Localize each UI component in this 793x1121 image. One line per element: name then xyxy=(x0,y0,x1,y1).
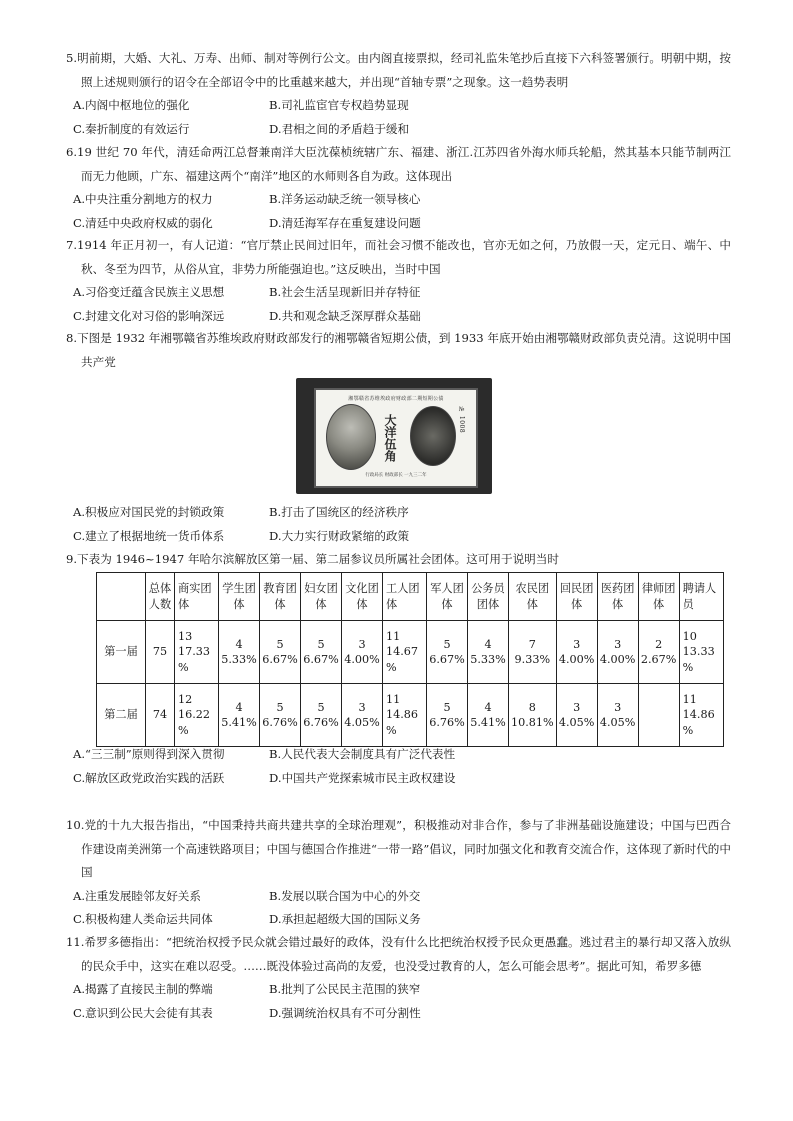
question-8-option-d[interactable]: D.大力实行财政紧缩的政策 xyxy=(269,528,410,543)
question-10-option-b[interactable]: B.发展以联合国为中心的外交 xyxy=(269,888,421,903)
bond-bottom-text: 行政局长 财政部长 一九三二年 xyxy=(365,473,427,478)
question-5-options-row-1 xyxy=(73,94,731,118)
question-8-options-row-2 xyxy=(73,525,731,549)
question-8-option-c[interactable]: C.建立了根据地统一货币体系 xyxy=(73,528,225,543)
question-8-option-a[interactable]: A.积极应对国民党的封锁政策 xyxy=(73,505,225,519)
question-8-options xyxy=(66,501,731,548)
council-members-table xyxy=(96,572,724,747)
table-cell: 5 6.67% xyxy=(301,621,342,684)
question-9-option-d[interactable]: D.中国共产党探索城市民主政权建设 xyxy=(269,770,456,785)
table-header-cell xyxy=(97,573,146,621)
table-header-cell: 律师团体 xyxy=(638,573,679,621)
table-cell: 5 6.67% xyxy=(427,621,468,684)
question-6-options-row-2 xyxy=(73,212,731,236)
table-cell: 4 5.41% xyxy=(468,684,509,747)
question-5-option-b[interactable]: B.司礼监宦官专权趋势显现 xyxy=(269,98,409,112)
table-cell: 5 6.76% xyxy=(301,684,342,747)
table-cell: 7 9.33% xyxy=(509,621,557,684)
table-header-cell: 农民团体 xyxy=(509,573,557,621)
question-7-stem: 7.1914 年正月初一，有人记道：“官厅禁止民间过旧年，而社会习惯不能改也，官亦无如之何，乃放假一天，定元日、端午、中秋、冬至为四节，从俗从宜，非势力所能强迫也。”这反映出，当时中国 xyxy=(66,238,731,276)
question-10 xyxy=(66,814,731,932)
question-7 xyxy=(66,234,731,328)
question-7-options-row-1 xyxy=(73,281,731,305)
table-header-cell: 工人团体 xyxy=(383,573,427,621)
question-10-stem: 10.党的十九大报告指出，“中国秉持共商共建共享的全球治理观”，积极推动对非合作，参与了非洲基础设施建设；中国与巴西合作建设南美洲第一个高速铁路项目；中国与德国合作推进“一带一路”倡议，同时加强文化和教育交流合作，这体现了新时代的中国 xyxy=(66,818,731,879)
emblem-icon xyxy=(410,406,456,466)
question-7-option-b[interactable]: B.社会生活呈现新旧并存特征 xyxy=(269,285,421,299)
question-8 xyxy=(66,327,731,374)
table-cell: 5 6.67% xyxy=(260,621,301,684)
table-cell: 12 16.22 % xyxy=(175,684,219,747)
question-7-option-a[interactable]: A.习俗变迁蕴含民族主义思想 xyxy=(73,285,225,299)
question-10-options-row-1 xyxy=(73,885,731,909)
question-11-option-b[interactable]: B.批判了公民民主范围的狭窄 xyxy=(269,982,421,996)
question-9-stem: 9.下表为 1946~1947 年哈尔滨解放区第一届、第二届参议员所属社会团体。这可用于说明当时 xyxy=(66,552,559,566)
table-cell: 5 6.76% xyxy=(427,684,468,747)
question-11-options-row-2 xyxy=(73,1002,731,1026)
question-8-stem: 8.下图是 1932 年湘鄂赣省苏维埃政府财政部发行的湘鄂赣省短期公债，到 1933 年底开始由湘鄂赣财政部负责兑清。这说明中国共产党 xyxy=(66,331,731,369)
table-header-cell: 总体人数 xyxy=(146,573,175,621)
table-row-label: 第一届 xyxy=(97,621,146,684)
table-header-cell: 聘请人员 xyxy=(679,573,723,621)
table-cell: 4 5.41% xyxy=(219,684,260,747)
table-cell: 3 4.05% xyxy=(556,684,597,747)
table-cell: 4 5.33% xyxy=(468,621,509,684)
table-cell: 3 4.00% xyxy=(342,621,383,684)
table-cell: 11 14.86 % xyxy=(383,684,427,747)
table-header-cell: 妇女团体 xyxy=(301,573,342,621)
question-6-options-row-1 xyxy=(73,188,731,212)
table-row xyxy=(97,621,724,684)
table-header-cell: 医药团体 xyxy=(597,573,638,621)
question-11-option-a[interactable]: A.揭露了直接民主制的弊端 xyxy=(73,982,213,996)
portrait-icon xyxy=(326,404,376,470)
question-8-options-row-1 xyxy=(73,501,731,525)
bond-certificate-image xyxy=(296,378,492,494)
question-6 xyxy=(66,141,731,235)
table-cell: 11 14.86 % xyxy=(679,684,723,747)
question-11 xyxy=(66,931,731,1025)
table-cell: 4 5.33% xyxy=(219,621,260,684)
table-header-cell: 文化团体 xyxy=(342,573,383,621)
bond-top-text: 湘鄂赣省苏维埃政府财政部二期短期公债 xyxy=(348,396,444,402)
table-cell: 2 2.67% xyxy=(638,621,679,684)
bond-note xyxy=(314,388,478,488)
table-header-row xyxy=(97,573,724,621)
table-cell: 8 10.81% xyxy=(509,684,557,747)
question-9-option-b[interactable]: B.人民代表大会制度具有广泛代表性 xyxy=(269,747,456,761)
question-7-options-row-2 xyxy=(73,305,731,329)
table-header-cell: 商实团体 xyxy=(175,573,219,621)
question-11-option-d[interactable]: D.强调统治权具有不可分割性 xyxy=(269,1005,421,1020)
question-9-options-row-2 xyxy=(73,767,731,791)
question-11-options-row-1 xyxy=(73,978,731,1002)
bond-serial: № 1008 xyxy=(458,406,465,434)
question-11-option-c[interactable]: C.意识到公民大会徒有其表 xyxy=(73,1005,213,1020)
question-5 xyxy=(66,47,731,141)
question-9-option-c[interactable]: C.解放区政党政治实践的活跃 xyxy=(73,770,225,785)
table-row-label: 第二届 xyxy=(97,684,146,747)
table-cell xyxy=(638,684,679,747)
table-header-cell: 回民团体 xyxy=(556,573,597,621)
table-header-cell: 学生团体 xyxy=(219,573,260,621)
question-10-option-d[interactable]: D.承担起超级大国的国际义务 xyxy=(269,912,421,926)
table-row xyxy=(97,684,724,747)
table-cell: 5 6.76% xyxy=(260,684,301,747)
table-cell: 11 14.67 % xyxy=(383,621,427,684)
table-cell: 3 4.05% xyxy=(342,684,383,747)
table-cell: 3 4.00% xyxy=(556,621,597,684)
question-9-options xyxy=(66,743,731,790)
question-11-stem: 11.希罗多德指出：“把统治权授予民众就会错过最好的政体，没有什么比把统治权授予民众更愚蠢。逃过君主的暴行却又落入放纵的民众手中，这实在难以忍受。……既没体验过高尚的友爱，也没受过教育的人，怎么可能会思考”。据此可知，希罗多德 xyxy=(66,935,731,973)
question-5-stem: 5.明前期，大婚、大礼、万寿、出师、制对等例行公文。由内阁直接票拟，经司礼监朱笔抄后直接下六科签署颁行。明朝中期，按照上述规则颁行的诏令在全部诏令中的比重越来越大，并出现“首轴专票”之现象。这一趋势表明 xyxy=(66,51,731,89)
table-cell: 10 13.33 % xyxy=(679,621,723,684)
table-header-cell: 军人团体 xyxy=(427,573,468,621)
table-cell: 74 xyxy=(146,684,175,747)
bond-denomination: 大洋伍角 xyxy=(383,414,397,462)
question-8-option-b[interactable]: B.打击了国统区的经济秩序 xyxy=(269,505,409,519)
question-6-option-d[interactable]: D.清廷海军存在重复建设问题 xyxy=(269,215,421,230)
question-10-option-a[interactable]: A.注重发展睦邻友好关系 xyxy=(73,888,201,903)
question-7-option-c[interactable]: C.封建文化对习俗的影响深远 xyxy=(73,308,225,323)
question-5-option-a[interactable]: A.内阁中枢地位的强化 xyxy=(73,98,190,112)
question-10-option-c[interactable]: C.积极构建人类命运共同体 xyxy=(73,912,213,926)
question-5-option-d[interactable]: D.君相之间的矛盾趋于缓和 xyxy=(269,121,410,136)
question-6-option-c[interactable]: C.清廷中央政府权威的弱化 xyxy=(73,215,213,230)
table-header-cell: 教育团体 xyxy=(260,573,301,621)
question-6-option-a[interactable]: A.中央注重分割地方的权力 xyxy=(73,192,213,206)
question-9-option-a[interactable]: A.“三三制”原则得到深入贯彻 xyxy=(73,747,225,761)
question-7-option-d[interactable]: D.共和观念缺乏深厚群众基础 xyxy=(269,308,421,323)
question-6-stem: 6.19 世纪 70 年代，清廷命两江总督兼南洋大臣沈葆桢统辖广东、福建、浙江.江苏四省外海水师兵轮船，然其基本只能节制两江而无力他顾，广东、福建这两个“南洋”地区的水师则各自为政。这体现出 xyxy=(66,145,731,183)
table-cell: 3 4.05% xyxy=(597,684,638,747)
table-cell: 3 4.00% xyxy=(597,621,638,684)
question-9-options-row-1 xyxy=(73,743,731,767)
table-header-cell: 公务员团体 xyxy=(468,573,509,621)
table-cell: 13 17.33 % xyxy=(175,621,219,684)
question-5-options-row-2 xyxy=(73,118,731,142)
question-5-option-c[interactable]: C.秦折制度的有效运行 xyxy=(73,121,190,136)
question-9 xyxy=(66,548,731,572)
question-6-option-b[interactable]: B.洋务运动缺乏统一领导核心 xyxy=(269,192,421,206)
question-10-options-row-2 xyxy=(73,908,731,932)
table-cell: 75 xyxy=(146,621,175,684)
